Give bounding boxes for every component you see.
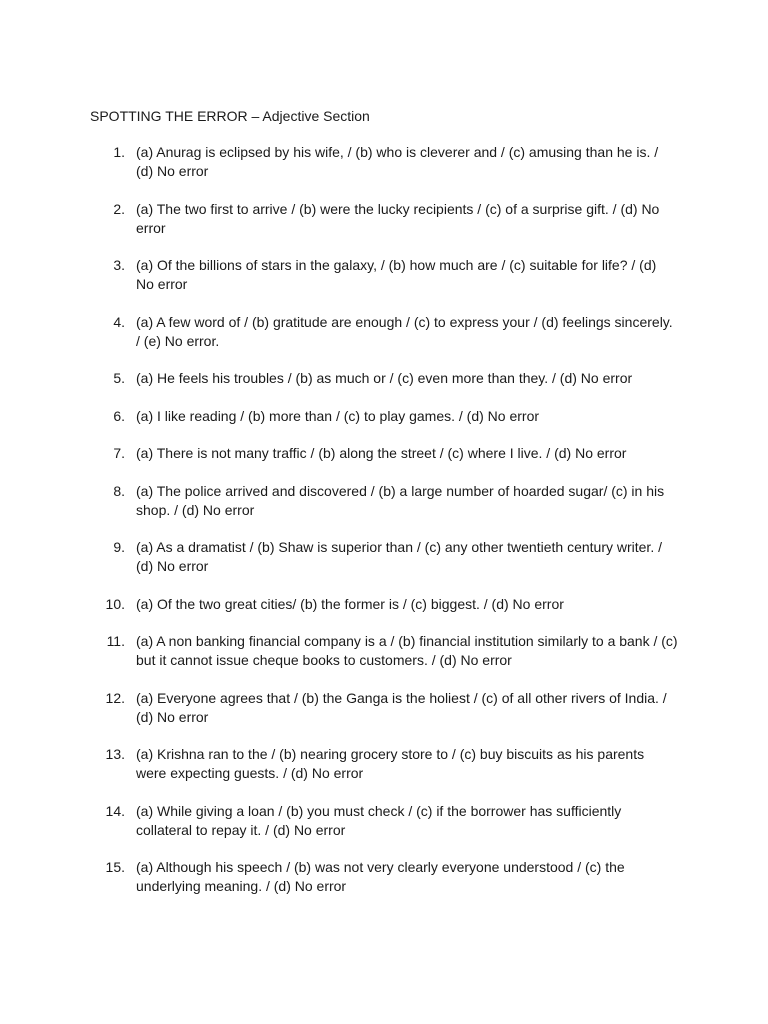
question-item [0,407,768,445]
question-text: (a) A non banking financial company is a / (b) financial institution similarly to a bank / (c) but it cannot issue cheque books to customers. / (d) No error [136,633,678,668]
question-text: (a) He feels his troubles / (b) as much or / (c) even more than they. / (d) No error [136,370,633,386]
question-item [0,538,768,595]
question-text: (a) The two first to arrive / (b) were the lucky recipients / (c) of a surprise gift. / (d) No error [136,200,660,236]
question-number: 4. [113,313,125,330]
question-number: 2. [113,200,125,217]
question-number: 14. [105,802,125,819]
question-text: (a) I like reading / (b) more than / (c) to play games. / (d) No error [136,407,540,424]
question-text: (a) Krishna ran to the / (b) nearing grocery store to / (c) buy biscuits as his parents were expecting guests. / (d) No error [136,746,645,781]
question-item [0,256,768,313]
question-text: (a) As a dramatist / (b) Shaw is superior than / (c) any other twentieth century writer. / (d) No error [136,539,662,574]
question-item [0,482,768,539]
question-text: (a) The police arrived and discovered / (b) a large number of hoarded sugar/ (c) in his shop. / (d) No error [136,482,665,518]
question-number: 6. [113,407,125,424]
question-item [0,444,768,482]
question-item [0,745,768,802]
question-number: 8. [113,482,125,499]
question-number: 13. [105,746,125,762]
document-title: SPOTTING THE ERROR – Adjective Section [90,108,370,124]
question-list [0,143,768,915]
question-text: (a) Although his speech / (b) was not very clearly everyone understood / (c) the underlying meaning. / (d) No error [136,859,625,894]
question-number: 9. [113,539,125,555]
question-number: 3. [113,257,125,273]
question-item [0,858,768,915]
question-text: (a) There is not many traffic / (b) along the street / (c) where I live. / (d) No error [136,445,627,461]
question-item [0,200,768,257]
question-number: 10. [105,595,125,612]
question-item [0,595,768,633]
question-item [0,632,768,689]
question-text: (a) Of the billions of stars in the galaxy, / (b) how much are / (c) suitable for life? / (d) No error [136,257,657,292]
question-text: (a) While giving a loan / (b) you must check / (c) if the borrower has sufficiently collateral to repay it. / (d) No error [136,802,622,838]
question-text: (a) Anurag is eclipsed by his wife, / (b) who is cleverer and / (c) amusing than he is. / (d) No error [136,144,659,179]
question-number: 12. [105,689,125,706]
question-text: (a) Of the two great cities/ (b) the former is / (c) biggest. / (d) No error [136,595,564,612]
question-number: 7. [113,445,125,461]
question-text: (a) Everyone agrees that / (b) the Ganga is the holiest / (c) of all other rivers of India. / (d) No error [136,689,667,725]
question-text: (a) A few word of / (b) gratitude are enough / (c) to express your / (d) feelings sincerely. / (e) No error. [136,313,673,349]
question-number: 15. [105,859,125,875]
question-item [0,689,768,746]
question-item [0,143,768,200]
question-item [0,313,768,370]
question-number: 5. [113,370,125,386]
question-number: 11. [106,633,125,649]
question-item [0,802,768,859]
question-number: 1. [113,144,125,160]
question-item [0,369,768,407]
